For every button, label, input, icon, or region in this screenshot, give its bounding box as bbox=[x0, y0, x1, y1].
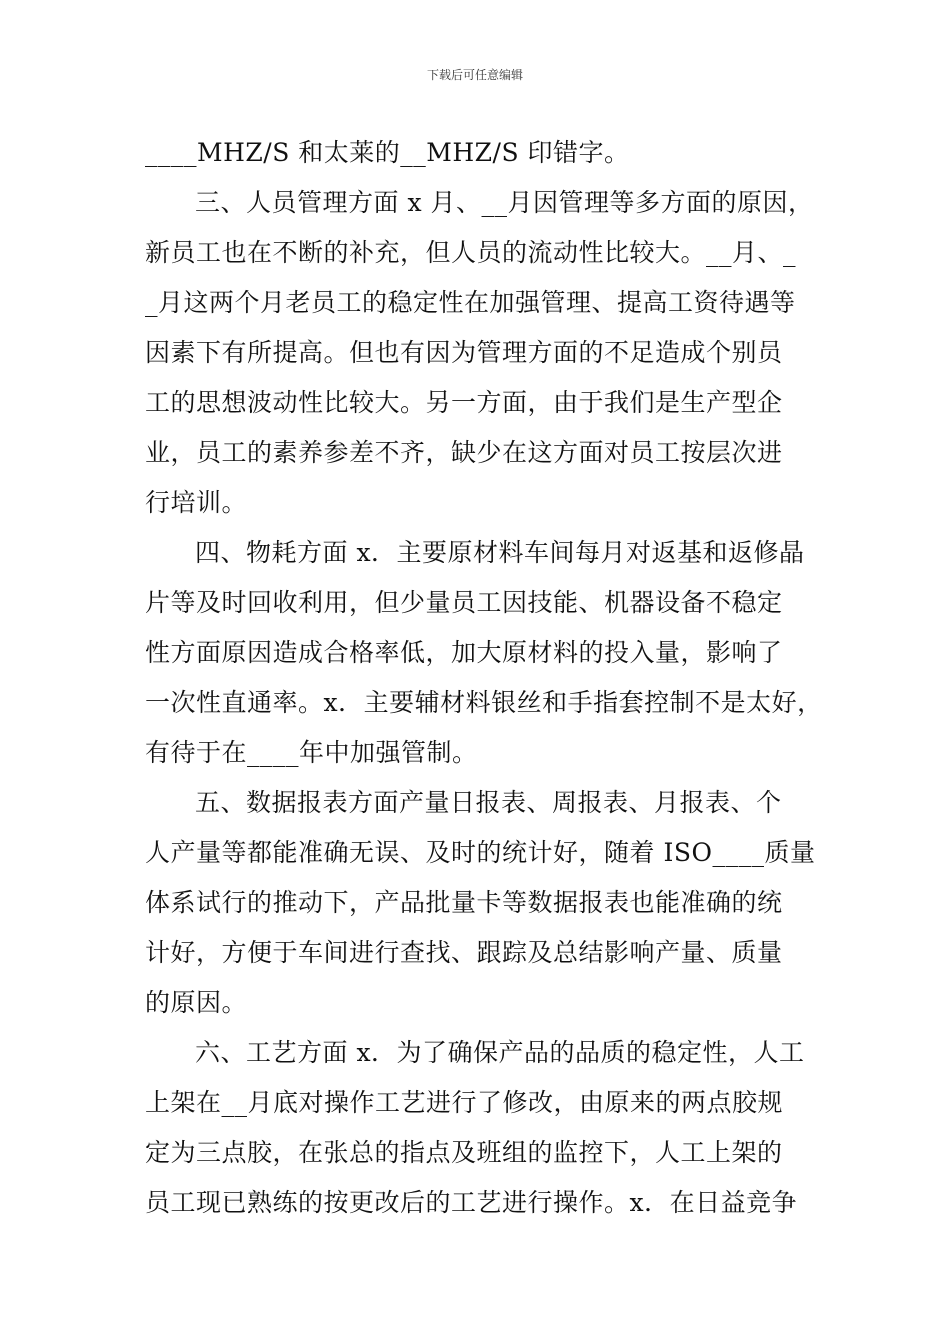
section-heading-line: 六、工艺方面 x．为了确保产品的品质的稳定性，人工 bbox=[195, 1038, 805, 1067]
text-line: 员工现已熟练的按更改后的工艺进行操作。x．在日益竞争 bbox=[145, 1188, 798, 1217]
text-line: 因素下有所提高。但也有因为管理方面的不足造成个别员 bbox=[145, 338, 783, 367]
text-line: _月这两个月老员工的稳定性在加强管理、提高工资待遇等 bbox=[145, 288, 796, 317]
text-line: ____MHZ/S 和太莱的__MHZ/S 印错字。 bbox=[145, 138, 630, 167]
text-line: 有待于在____年中加强管制。 bbox=[145, 738, 478, 767]
text-line: 行培训。 bbox=[145, 488, 248, 517]
text-line: 业，员工的素养参差不齐，缺少在这方面对员工按层次进 bbox=[145, 438, 783, 467]
text-line: 上架在__月底对操作工艺进行了修改，由原来的两点胶规 bbox=[145, 1088, 784, 1117]
text-line: 一次性直通率。x．主要辅材料银丝和手指套控制不是太好， bbox=[145, 688, 823, 717]
text-line: 片等及时回收利用，但少量员工因技能、机器设备不稳定 bbox=[145, 588, 783, 617]
text-line: 性方面原因造成合格率低，加大原材料的投入量，影响了 bbox=[145, 638, 783, 667]
page-header: 下载后可任意编辑 bbox=[426, 68, 523, 82]
section-heading-line: 五、数据报表方面产量日报表、周报表、月报表、个 bbox=[195, 788, 782, 817]
section-heading-line: 三、人员管理方面 x 月、__月因管理等多方面的原因， bbox=[195, 188, 814, 217]
text-line: 工的思想波动性比较大。另一方面，由于我们是生产型企 bbox=[145, 388, 783, 417]
text-line: 计好，方便于车间进行查找、跟踪及总结影响产量、质量 bbox=[145, 938, 783, 967]
text-line: 人产量等都能准确无误、及时的统计好，随着 ISO____质量 bbox=[145, 838, 816, 867]
text-line: 的原因。 bbox=[145, 988, 248, 1017]
section-heading-line: 四、物耗方面 x．主要原材料车间每月对返基和返修晶 bbox=[195, 538, 805, 567]
document-body bbox=[145, 128, 825, 1228]
text-line: 新员工也在不断的补充，但人员的流动性比较大。__月、_ bbox=[145, 238, 797, 267]
text-line: 定为三点胶，在张总的指点及班组的监控下，人工上架的 bbox=[145, 1138, 783, 1167]
text-line: 体系试行的推动下，产品批量卡等数据报表也能准确的统 bbox=[145, 888, 783, 917]
